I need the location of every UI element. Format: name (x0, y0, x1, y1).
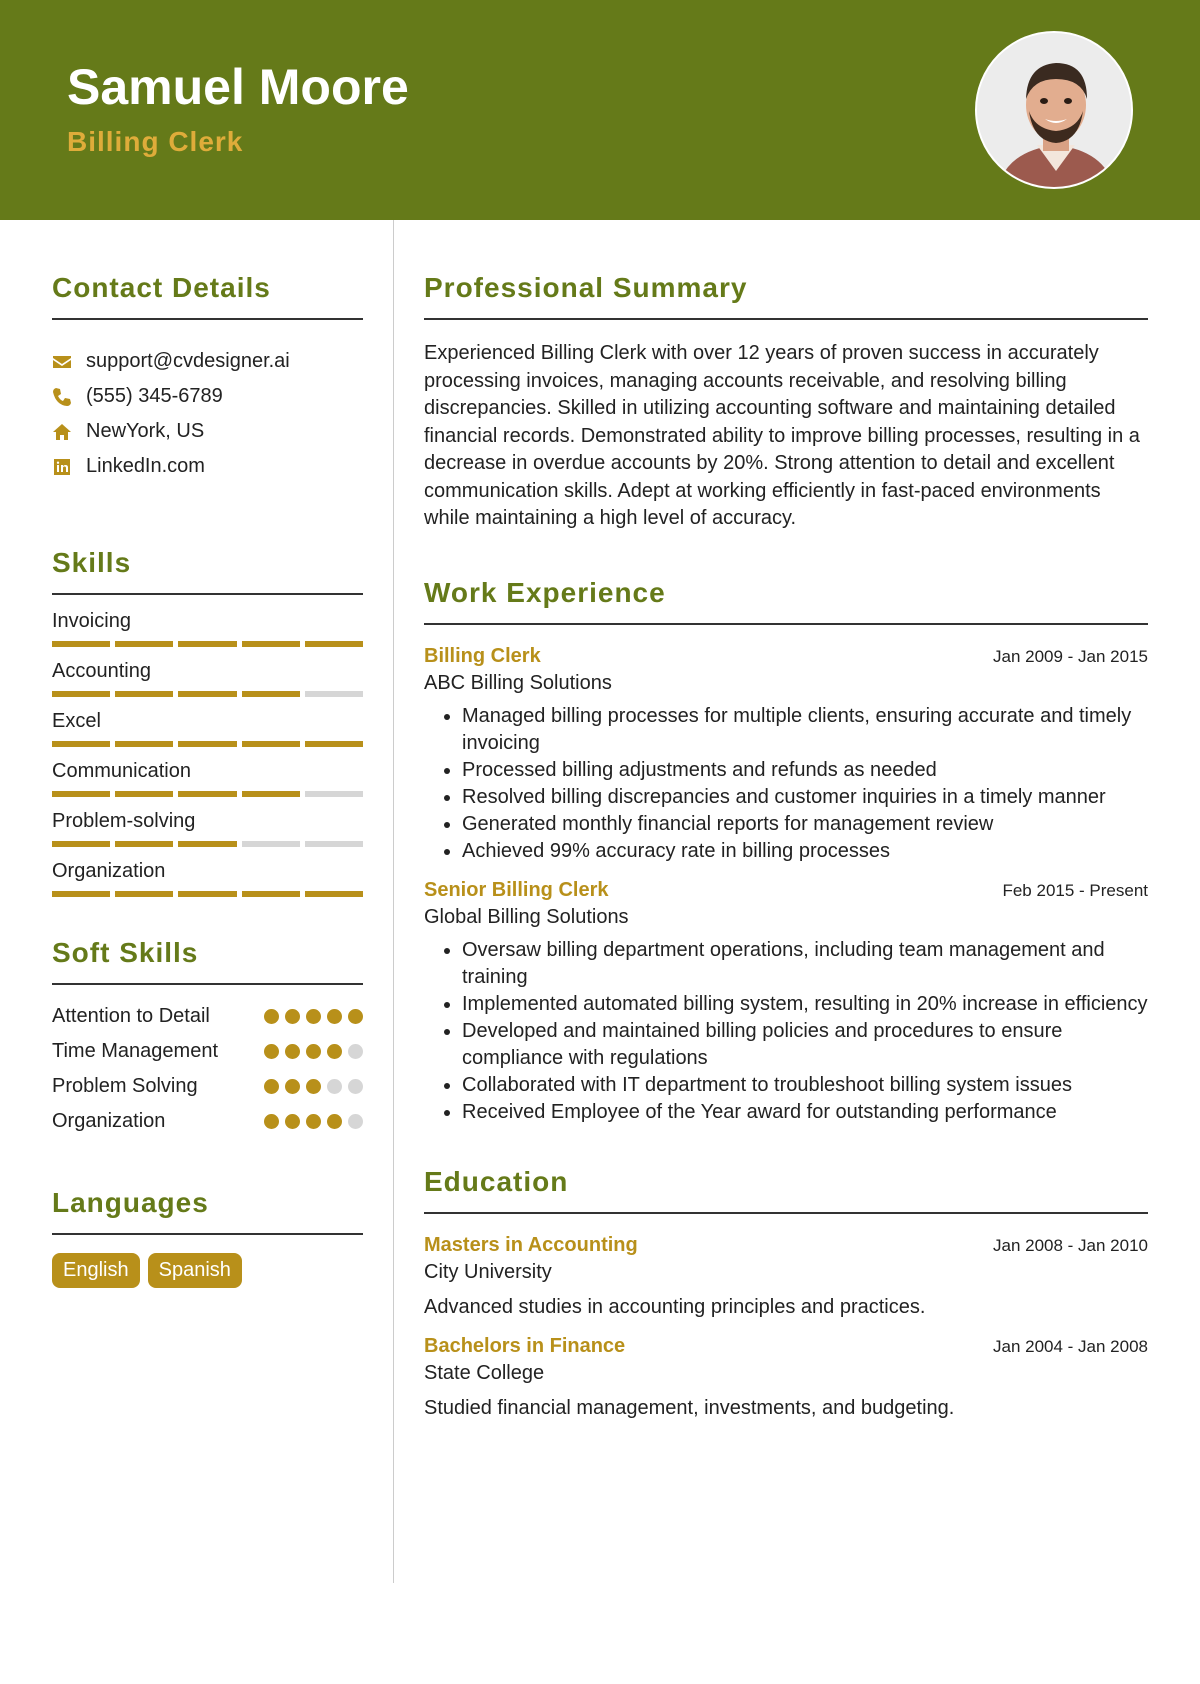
skills-section (52, 547, 363, 897)
phone-icon (52, 387, 72, 407)
job-bullet: • Oversaw billing department operations, including team management and training (462, 937, 1148, 991)
skill-level-segment (178, 891, 236, 897)
skill-level-segment (305, 641, 363, 647)
language-tag-spanish: Spanish (148, 1253, 242, 1288)
skills-title: Skills (52, 547, 363, 595)
rating-dot (306, 1044, 321, 1059)
skill-level-segment (115, 741, 173, 747)
job-bullets (424, 703, 1148, 865)
skill-level-segment (178, 741, 236, 747)
left-column (52, 220, 363, 1288)
rating-dot (327, 1009, 342, 1024)
rating-dot (348, 1079, 363, 1094)
skill-level-segment (115, 691, 173, 697)
soft-skill-rating (264, 1108, 363, 1129)
soft-skills-list (52, 1003, 363, 1135)
skill-level-segment (242, 741, 300, 747)
envelope-icon (52, 352, 72, 372)
experience-section (424, 577, 1148, 1126)
job-dates: Feb 2015 - Present (1002, 880, 1148, 900)
skill-name: Problem-solving (52, 810, 196, 832)
skill-level-segment (242, 691, 300, 697)
contact-linkedin[interactable] (52, 449, 363, 484)
language-tag-english: English (52, 1253, 140, 1288)
languages-title: Languages (52, 1187, 363, 1235)
rating-dot (327, 1079, 342, 1094)
school-name: City University (424, 1260, 552, 1283)
skill-name: Excel (52, 710, 101, 732)
languages-section (52, 1187, 363, 1288)
job-bullet: • Received Employee of the Year award for outstanding performance (462, 1099, 1148, 1126)
soft-skill-item (52, 1003, 363, 1030)
contact-phone[interactable] (52, 379, 363, 414)
rating-dot (348, 1114, 363, 1129)
contact-list (52, 344, 363, 484)
skill-level-segment (305, 691, 363, 697)
contact-email[interactable] (52, 344, 363, 379)
skill-level-bar (52, 741, 363, 747)
rating-dot (264, 1114, 279, 1129)
rating-dot (306, 1114, 321, 1129)
rating-dot (348, 1044, 363, 1059)
home-icon (52, 422, 72, 442)
skill-item (52, 707, 363, 747)
skill-item (52, 857, 363, 897)
soft-skill-rating (264, 1038, 363, 1059)
skill-level-segment (178, 841, 236, 847)
contact-location-text: NewYork, US (86, 420, 205, 442)
rating-dot (327, 1114, 342, 1129)
right-column (424, 220, 1148, 1420)
soft-skill-name: Attention to Detail (52, 1005, 210, 1027)
job-title: Senior Billing Clerk (424, 878, 609, 901)
skill-level-segment (115, 641, 173, 647)
skill-level-segment (305, 741, 363, 747)
skill-level-segment (305, 841, 363, 847)
education-description: Studied financial management, investments, and budgeting. (424, 1396, 955, 1419)
contact-location (52, 414, 363, 449)
job-bullet: • Implemented automated billing system, resulting in 20% increase in efficiency (462, 991, 1148, 1018)
education-section (424, 1166, 1148, 1420)
rating-dot (264, 1044, 279, 1059)
rating-dot (285, 1114, 300, 1129)
skill-level-segment (242, 791, 300, 797)
column-divider (393, 220, 394, 1583)
header-banner (0, 0, 1200, 220)
skill-level-segment (115, 841, 173, 847)
contact-section (52, 272, 363, 484)
linkedin-icon (52, 457, 72, 477)
job-bullet: • Generated monthly financial reports for management review (462, 811, 1148, 838)
skill-name: Accounting (52, 660, 151, 682)
skill-level-segment (52, 791, 110, 797)
skill-level-segment (242, 641, 300, 647)
contact-title: Contact Details (52, 272, 363, 320)
rating-dot (285, 1009, 300, 1024)
skill-level-segment (52, 891, 110, 897)
rating-dot (264, 1079, 279, 1094)
skill-level-segment (178, 641, 236, 647)
languages-list (52, 1253, 363, 1288)
job-bullet: • Resolved billing discrepancies and customer inquiries in a timely manner (462, 784, 1148, 811)
education-entry (424, 1234, 1148, 1319)
candidate-name: Samuel Moore (67, 59, 409, 115)
education-description: Advanced studies in accounting principles and practices. (424, 1295, 926, 1318)
summary-section (424, 272, 1148, 533)
skill-level-bar (52, 691, 363, 697)
rating-dot (306, 1009, 321, 1024)
school-name: State College (424, 1361, 545, 1384)
soft-skills-section (52, 937, 363, 1135)
job-dates: Jan 2009 - Jan 2015 (992, 646, 1148, 666)
skill-level-segment (178, 691, 236, 697)
job-bullet: • Collaborated with IT department to troubleshoot billing system issues (462, 1072, 1148, 1099)
rating-dot (285, 1079, 300, 1094)
skill-level-segment (52, 741, 110, 747)
rating-dot (264, 1009, 279, 1024)
skill-name: Organization (52, 860, 166, 882)
skill-level-segment (52, 691, 110, 697)
person-portrait-icon (977, 33, 1133, 189)
soft-skill-name: Time Management (52, 1040, 218, 1062)
experience-title: Work Experience (424, 577, 1148, 625)
skills-list (52, 607, 363, 897)
education-dates: Jan 2004 - Jan 2008 (992, 1336, 1148, 1356)
skill-item (52, 607, 363, 647)
job-bullets (424, 937, 1148, 1126)
rating-dot (306, 1079, 321, 1094)
job-company: Global Billing Solutions (424, 905, 629, 928)
soft-skill-item (52, 1038, 363, 1065)
contact-phone-text: (555) 345-6789 (86, 385, 223, 407)
job-bullet: • Processed billing adjustments and refunds as needed (462, 757, 1148, 784)
skill-name: Invoicing (52, 610, 131, 632)
rating-dot (348, 1009, 363, 1024)
soft-skill-rating (264, 1073, 363, 1094)
soft-skill-item (52, 1108, 363, 1135)
education-title: Education (424, 1166, 1148, 1214)
job-bullet: • Developed and maintained billing policies and procedures to ensure compliance with regulations (462, 1018, 1148, 1072)
education-entry (424, 1335, 1148, 1420)
soft-skill-name: Problem Solving (52, 1075, 198, 1097)
job-entry (424, 645, 1148, 865)
skill-level-segment (115, 791, 173, 797)
soft-skill-name: Organization (52, 1110, 166, 1132)
rating-dot (285, 1044, 300, 1059)
skill-level-bar (52, 791, 363, 797)
skill-item (52, 657, 363, 697)
soft-skill-item (52, 1073, 363, 1100)
skill-level-segment (242, 891, 300, 897)
skill-level-bar (52, 641, 363, 647)
degree-title: Bachelors in Finance (424, 1334, 626, 1357)
rating-dot (327, 1044, 342, 1059)
profile-photo (975, 31, 1133, 189)
candidate-role: Billing Clerk (67, 126, 244, 157)
soft-skills-title: Soft Skills (52, 937, 363, 985)
degree-title: Masters in Accounting (424, 1233, 638, 1256)
job-company: ABC Billing Solutions (424, 671, 612, 694)
skill-level-bar (52, 841, 363, 847)
skill-level-segment (52, 841, 110, 847)
education-dates: Jan 2008 - Jan 2010 (992, 1235, 1148, 1255)
job-title: Billing Clerk (424, 644, 541, 667)
skill-level-segment (305, 891, 363, 897)
job-entry (424, 879, 1148, 1126)
summary-text: Experienced Billing Clerk with over 12 years of proven success in accurately processing invoices, managing accounts receivable, and resolving billing discrepancies. Skilled in utilizing accounting software and maintaining detailed financial records. Demonstrated ability to improve billing processes, resulting in a decrease in overdue accounts by 20%. Strong attention to detail and excellent communication skills. Adept at working efficiently in fast-paced environments while maintaining a high level of accuracy. (424, 342, 1140, 529)
skill-item (52, 757, 363, 797)
skill-level-segment (305, 791, 363, 797)
skill-level-bar (52, 891, 363, 897)
soft-skill-rating (264, 1003, 363, 1024)
job-bullet: • Achieved 99% accuracy rate in billing processes (462, 838, 1148, 865)
summary-title: Professional Summary (424, 272, 1148, 320)
skill-level-segment (52, 641, 110, 647)
contact-linkedin-text: LinkedIn.com (86, 455, 205, 477)
skill-level-segment (178, 791, 236, 797)
skill-level-segment (115, 891, 173, 897)
job-bullet: • Managed billing processes for multiple clients, ensuring accurate and timely invoicing (462, 703, 1148, 757)
contact-email-text: support@cvdesigner.ai (86, 350, 290, 372)
skill-level-segment (242, 841, 300, 847)
skill-name: Communication (52, 760, 191, 782)
skill-item (52, 807, 363, 847)
